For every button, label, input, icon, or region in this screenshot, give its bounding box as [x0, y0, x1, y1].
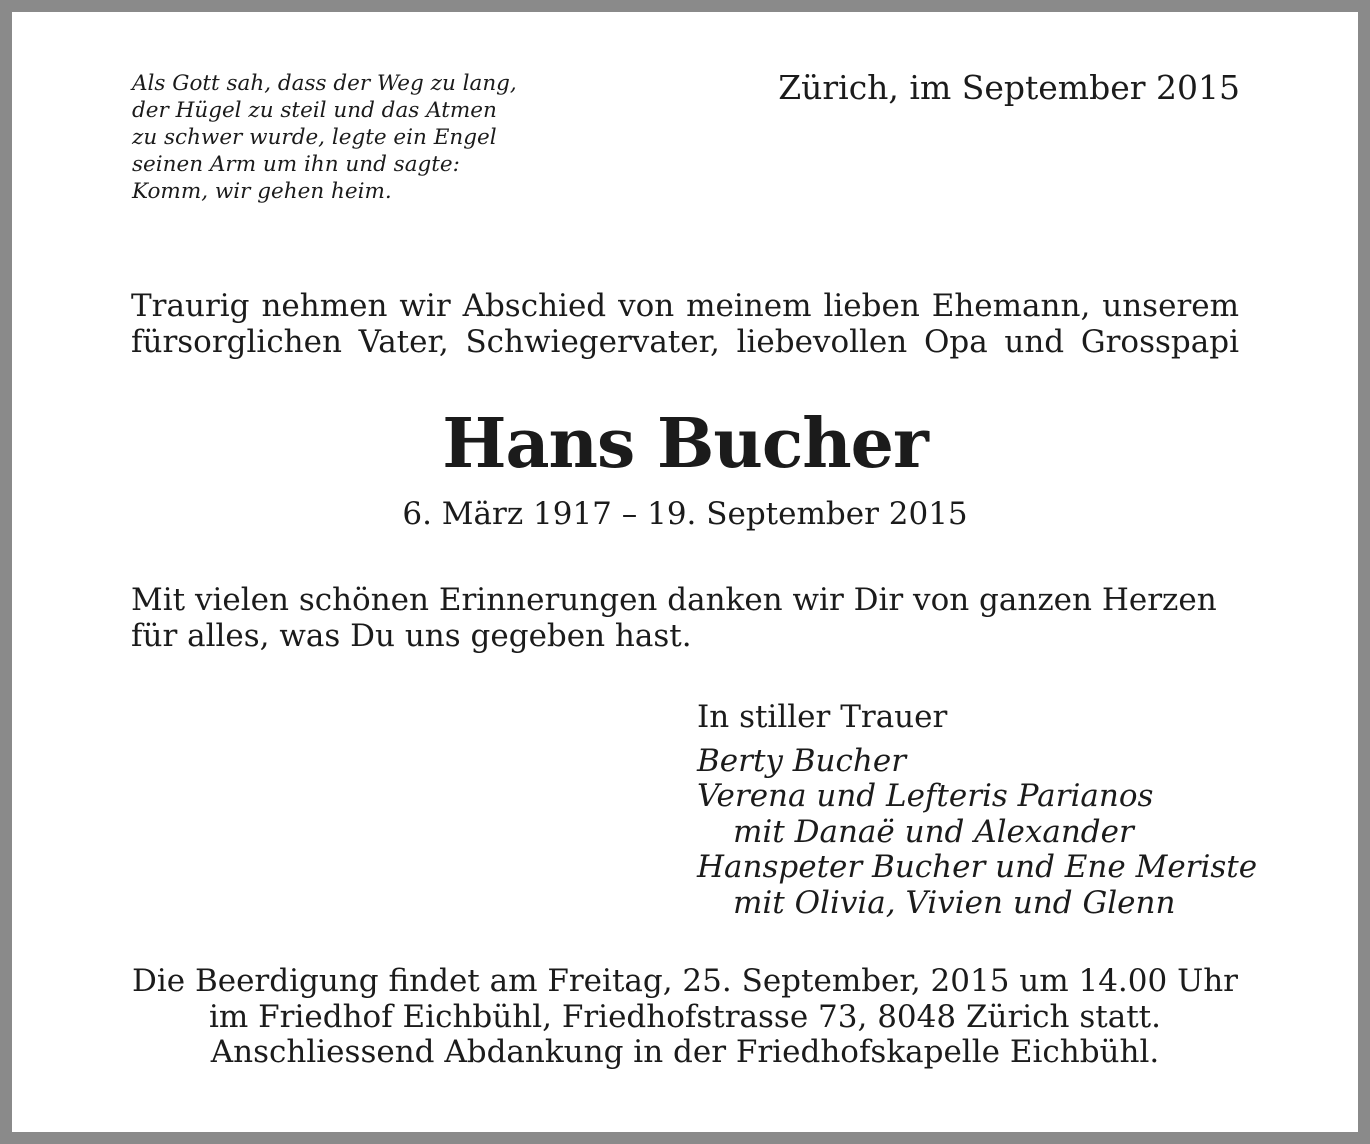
motto-line: der Hügel zu steil und das Atmen — [132, 98, 497, 123]
funeral-line: Anschliessend Abdankung in der Friedhofskapelle Eichbühl. — [210, 1034, 1160, 1070]
funeral-line: im Friedhof Eichbühl, Friedhofstrasse 73, 8048 Zürich statt. — [209, 998, 1161, 1035]
intro-line: Traurig nehmen wir Abschied von meinem lieben Ehemann, unserem — [131, 288, 1239, 324]
mourner-line: Hanspeter Bucher und Ene Meriste — [697, 849, 1258, 885]
life-dates: 6. März 1917 – 19. September 2015 — [402, 496, 968, 532]
thanks-text — [131, 582, 1241, 654]
intro-text — [131, 288, 1239, 360]
motto-verse — [132, 70, 517, 205]
mourners-heading: In stiller Trauer — [697, 699, 948, 735]
mourner-line: Berty Bucher — [697, 742, 907, 779]
motto-line: zu schwer wurde, legte ein Engel — [132, 125, 497, 150]
mourner-line: Verena und Lefteris Parianos — [697, 778, 1154, 814]
mourner-line: mit Olivia, Vivien und Glenn — [733, 884, 1176, 921]
mourners-block — [697, 700, 1257, 921]
thanks-line: Mit vielen schönen Erinnerungen danken wir Dir von ganzen Herzen — [131, 582, 1217, 618]
intro-line: fürsorglichen Vater, Schwiegervater, liebevollen Opa und Grosspapi — [131, 324, 1239, 360]
mourner-line: mit Danaë und Alexander — [733, 813, 1134, 850]
funeral-line: Die Beerdigung findet am Freitag, 25. September, 2015 um 14.00 Uhr — [131, 963, 1238, 999]
obituary-page — [12, 12, 1358, 1132]
motto-line: Als Gott sah, dass der Weg zu lang, — [132, 71, 517, 96]
thanks-line: für alles, was Du uns gegeben hast. — [131, 618, 692, 654]
funeral-notice — [12, 964, 1358, 1071]
motto-line: seinen Arm um ihn und sagte: — [132, 152, 460, 177]
place-date: Zürich, im September 2015 — [778, 68, 1240, 107]
deceased-name: Hans Bucher — [442, 404, 928, 484]
motto-line: Komm, wir gehen heim. — [132, 179, 392, 204]
